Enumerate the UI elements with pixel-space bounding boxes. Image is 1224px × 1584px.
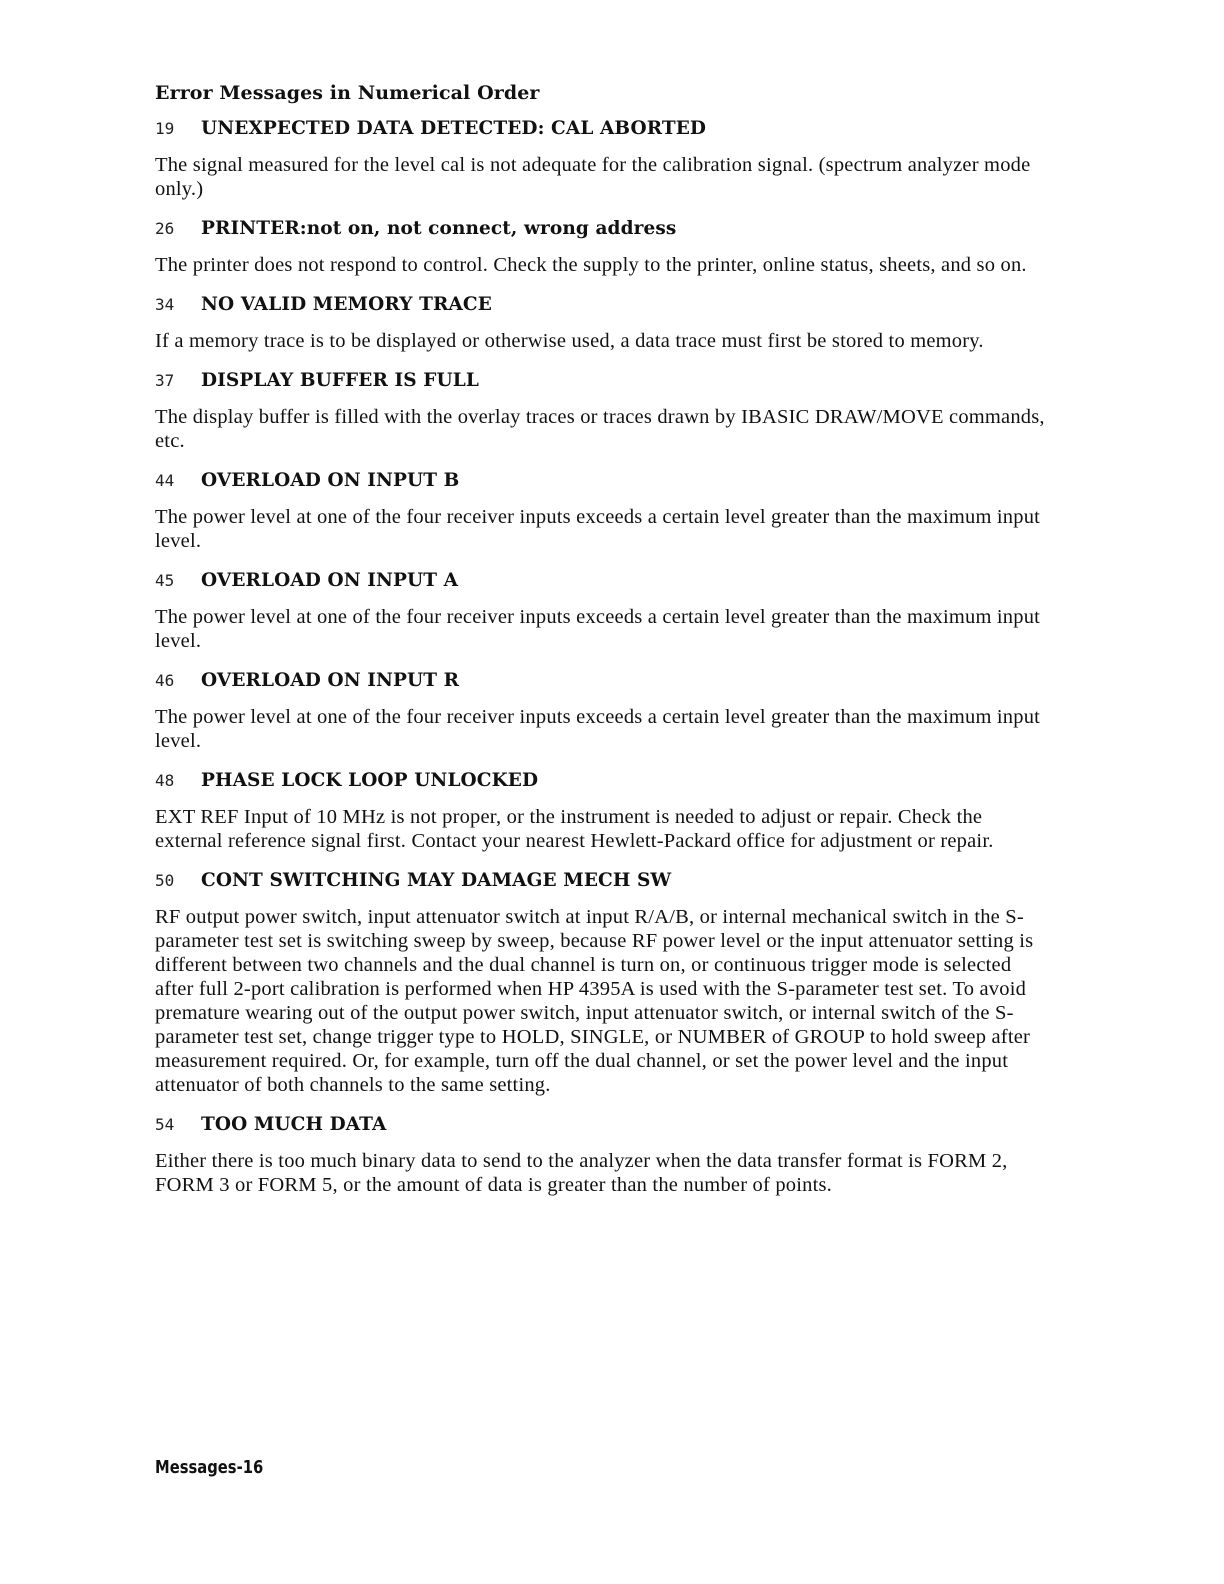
entry-heading <box>155 870 1055 891</box>
error-entry-48 <box>155 770 1055 853</box>
error-title: DISPLAY BUFFER IS FULL <box>201 370 479 391</box>
entry-heading <box>155 670 1055 691</box>
error-title: OVERLOAD ON INPUT R <box>201 670 460 691</box>
error-number: 26 <box>155 219 175 238</box>
error-description: EXT REF Input of 10 MHz is not proper, or the instrument is needed to adjust or repair. Check the external reference signal first. Contact your nearest Hewlett-Packard office for adjustment or repair. <box>155 806 994 852</box>
error-entry-34 <box>155 294 1055 353</box>
error-title: TOO MUCH DATA <box>201 1114 387 1135</box>
page-footer: Messages-16 <box>155 1457 264 1478</box>
entry-heading <box>155 470 1055 491</box>
error-entry-19 <box>155 118 1055 201</box>
error-entry-44 <box>155 470 1055 553</box>
error-description: The power level at one of the four receiver inputs exceeds a certain level greater than the maximum input level. <box>155 506 1041 552</box>
error-description: The power level at one of the four receiver inputs exceeds a certain level greater than the maximum input level. <box>155 606 1041 652</box>
error-title: PRINTER:not on, not connect, wrong address <box>201 218 677 239</box>
error-number: 34 <box>155 295 175 314</box>
error-entry-50 <box>155 870 1055 1097</box>
error-description: Either there is too much binary data to send to the analyzer when the data transfer format is FORM 2, FORM 3 or FORM 5, or the amount of data is greater than the number of points. <box>155 1150 1008 1196</box>
error-title: OVERLOAD ON INPUT A <box>201 570 459 591</box>
entry-heading <box>155 294 1055 315</box>
entry-heading <box>155 218 1055 239</box>
error-number: 44 <box>155 471 175 490</box>
error-entry-37 <box>155 370 1055 453</box>
error-description: The display buffer is filled with the overlay traces or traces drawn by IBASIC DRAW/MOVE commands, etc. <box>155 406 1045 452</box>
error-description: The printer does not respond to control. Check the supply to the printer, online status, sheets, and so on. <box>155 254 1027 276</box>
error-entry-45 <box>155 570 1055 653</box>
entry-heading <box>155 370 1055 391</box>
error-title: NO VALID MEMORY TRACE <box>201 294 492 315</box>
error-description: The signal measured for the level cal is not adequate for the calibration signal. (spectrum analyzer mode only.) <box>155 154 1031 200</box>
error-number: 54 <box>155 1115 175 1134</box>
error-title: PHASE LOCK LOOP UNLOCKED <box>201 770 539 791</box>
entry-heading <box>155 770 1055 791</box>
error-description: If a memory trace is to be displayed or otherwise used, a data trace must first be stored to memory. <box>155 330 984 352</box>
error-title: OVERLOAD ON INPUT B <box>201 470 460 491</box>
error-number: 45 <box>155 571 175 590</box>
error-number: 19 <box>155 119 175 138</box>
entry-heading <box>155 1114 1055 1135</box>
entry-heading <box>155 118 1055 139</box>
entry-heading <box>155 570 1055 591</box>
error-number: 37 <box>155 371 175 390</box>
error-description: The power level at one of the four receiver inputs exceeds a certain level greater than the maximum input level. <box>155 706 1041 752</box>
error-entry-54 <box>155 1114 1055 1197</box>
error-entry-26 <box>155 218 1055 277</box>
error-number: 50 <box>155 871 175 890</box>
section-title: Error Messages in Numerical Order <box>155 82 540 104</box>
error-number: 46 <box>155 671 175 690</box>
error-title: CONT SWITCHING MAY DAMAGE MECH SW <box>201 870 672 891</box>
error-title: UNEXPECTED DATA DETECTED: CAL ABORTED <box>201 118 707 139</box>
error-number: 48 <box>155 771 175 790</box>
error-description: RF output power switch, input attenuator switch at input R/A/B, or internal mechanical switch in the S-parameter test set is switching sweep by sweep, because RF power level or the input attenuator setting is different between two channels and the dual channel is turn on, or continuous trigger mode is selected after full 2-port calibration is performed when HP 4395A is used with the S-parameter test set. To avoid premature wearing out of the output power switch, input attenuator switch, or internal switch of the S-parameter test set, change trigger type to HOLD, SINGLE, or NUMBER of GROUP to hold sweep after measurement required. Or, for example, turn off the dual channel, or set the power level and the input attenuator of both channels to the same setting. <box>155 906 1034 1096</box>
error-entry-46 <box>155 670 1055 753</box>
document-page <box>155 82 1055 1214</box>
